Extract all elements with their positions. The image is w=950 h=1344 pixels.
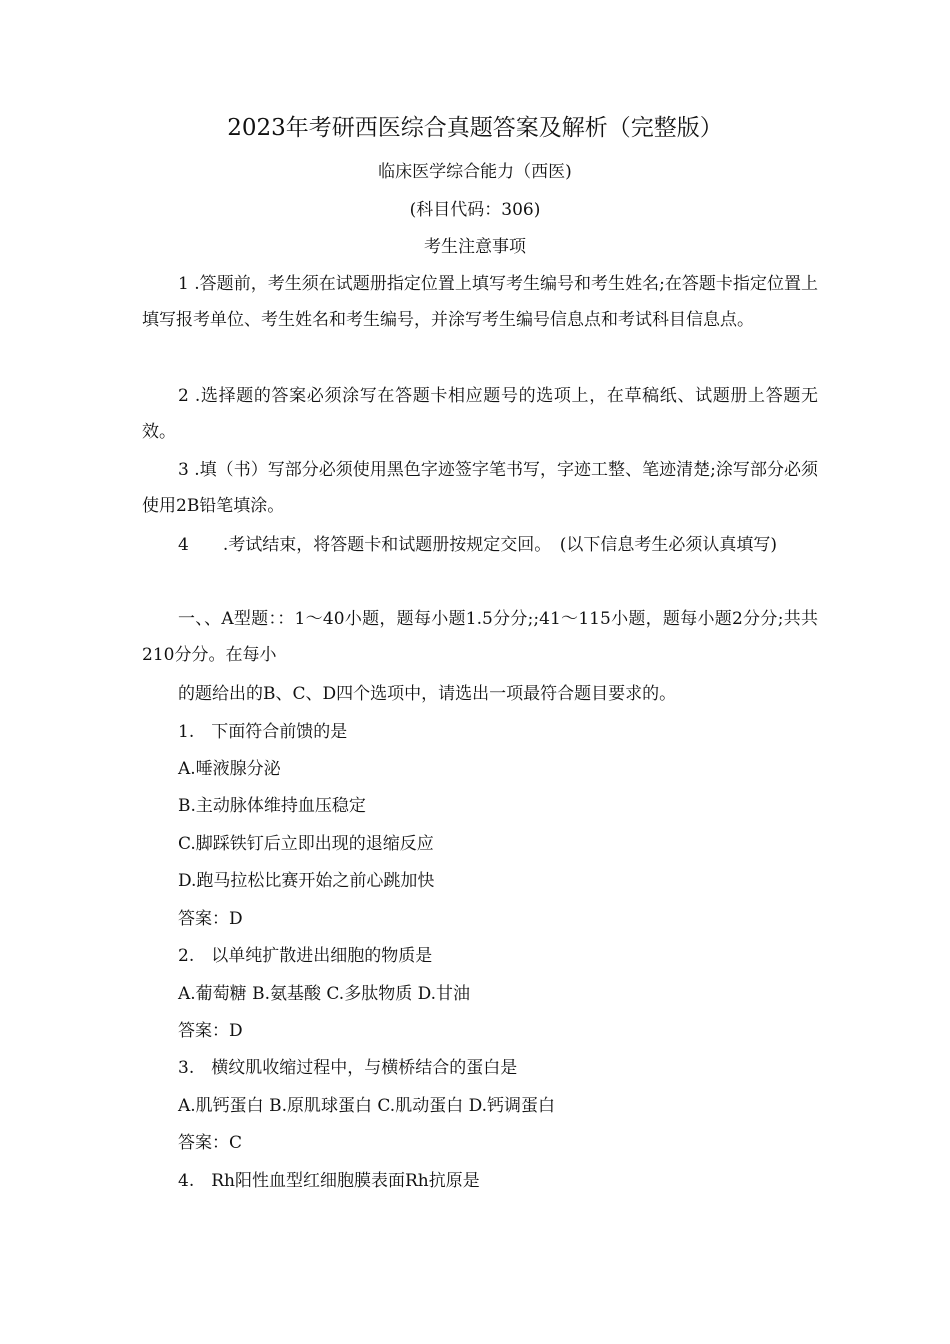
question-4-stem: 4. Rh阳性血型红细胞膜表面Rh抗原是 (178, 1171, 480, 1191)
question-3-options: A.肌钙蛋白 B.原肌球蛋白 C.肌动蛋白 D.钙调蛋白 (178, 1096, 556, 1116)
notice-1: 1 .答题前，考生须在试题册指定位置上填写考生编号和考生姓名;在答题卡指定位置上填写报考单位、考生姓名和考生编号，并涂写考生编号信息点和考试科目信息点。 (142, 274, 818, 330)
section-intro: 一、、A型题：：1～40小题，题每小题1.5分分;;41～115小题，题每小题2分分;共共210分分。在每小 (142, 609, 818, 665)
section-intro-cont: 的题给出的B、C、D四个选项中，请选出一项最符合题目要求的。 (178, 684, 677, 704)
notice-4: 4 .考试结束，将答题卡和试题册按规定交回。 (以下信息考生必须认真填写) (178, 535, 777, 555)
notice-2: 2 .选择题的答案必须涂写在答题卡相应题号的选项上，在草稿纸、试题册上答题无效。 (142, 386, 818, 442)
question-1-option-b: B.主动脉体维持血压稳定 (178, 796, 366, 816)
question-1-option-d: D.跑马拉松比赛开始之前心跳加快 (178, 871, 435, 891)
question-3-answer: 答案：C (178, 1133, 243, 1153)
question-2-options: A.葡萄糖 B.氨基酸 C.多肽物质 D.甘油 (178, 984, 471, 1004)
question-1-stem: 1. 下面符合前馈的是 (178, 722, 348, 742)
subject-code: (科目代码：306) (409, 200, 541, 220)
notice-heading: 考生注意事项 (424, 237, 526, 257)
page-title: 2023年考研西医综合真题答案及解析（完整版） (227, 115, 723, 141)
question-1-option-c: C.脚踩铁钉后立即出现的退缩反应 (178, 834, 434, 854)
exam-subtitle: 临床医学综合能力（西医) (378, 162, 572, 182)
question-1-option-a: A.唾液腺分泌 (178, 759, 281, 779)
notice-3: 3 .填（书）写部分必须使用黑色字迹签字笔书写，字迹工整、笔迹清楚;涂写部分必须使用2B铅笔填涂。 (142, 460, 818, 516)
question-2-answer: 答案：D (178, 1021, 243, 1041)
question-3-stem: 3. 横纹肌收缩过程中，与横桥结合的蛋白是 (178, 1058, 518, 1078)
question-2-stem: 2. 以单纯扩散进出细胞的物质是 (178, 946, 433, 966)
question-1-answer: 答案：D (178, 909, 243, 929)
